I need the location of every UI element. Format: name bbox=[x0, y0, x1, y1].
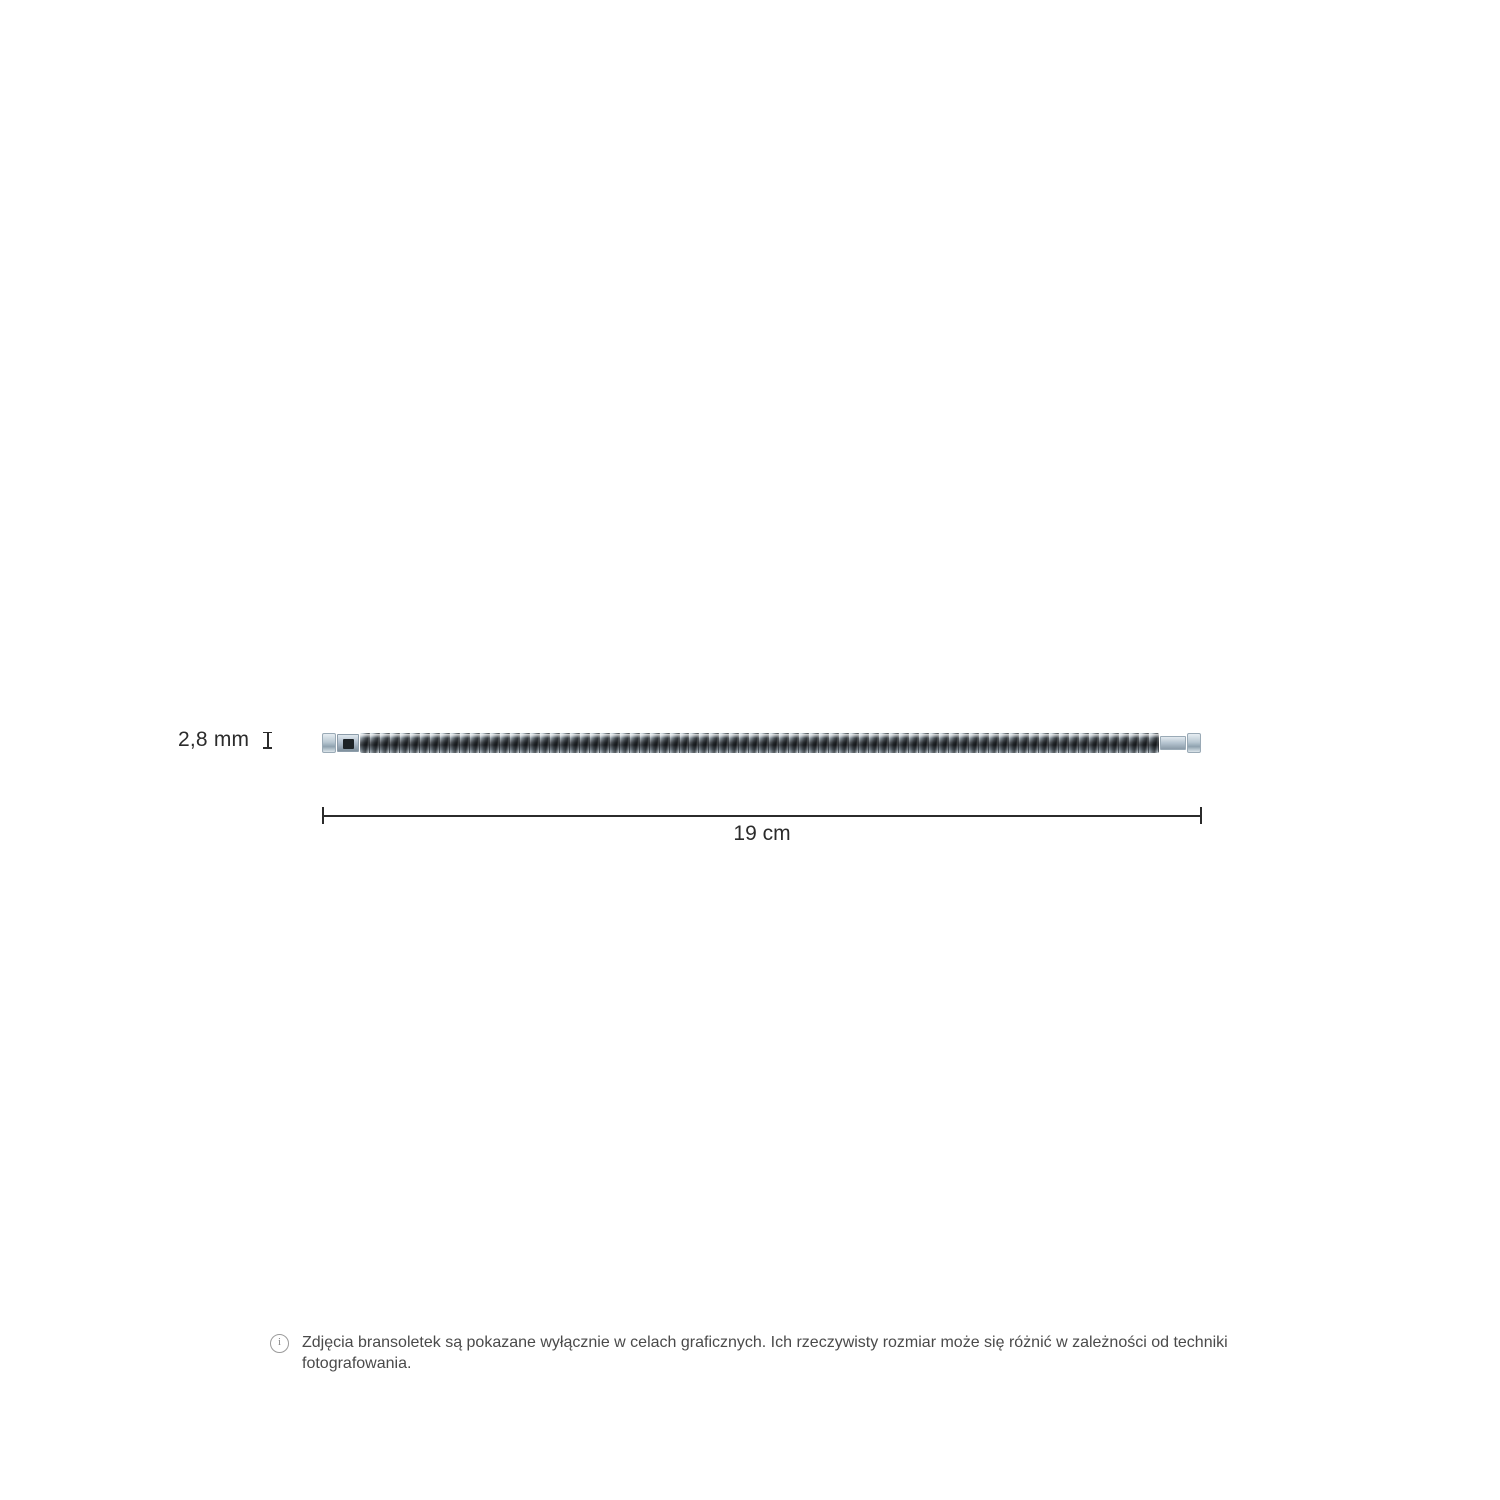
chain-link bbox=[380, 733, 390, 753]
chain-link bbox=[739, 733, 749, 753]
chain-link bbox=[1079, 733, 1089, 753]
chain-link bbox=[769, 733, 779, 753]
chain-link bbox=[430, 733, 440, 753]
chain-link bbox=[1039, 733, 1049, 753]
chain-link bbox=[580, 733, 590, 753]
bracelet-tail bbox=[1160, 736, 1186, 750]
chain-link bbox=[899, 733, 909, 753]
chain-link bbox=[939, 733, 949, 753]
width-measurement-label: 2,8 mm bbox=[178, 728, 250, 751]
chain-link bbox=[660, 733, 670, 753]
caliper-stem bbox=[267, 732, 268, 749]
chain-link bbox=[849, 733, 859, 753]
chain-link bbox=[370, 733, 380, 753]
chain-link bbox=[600, 733, 610, 753]
chain-link bbox=[640, 733, 650, 753]
chain-link bbox=[460, 733, 470, 753]
chain-link bbox=[1099, 733, 1109, 753]
chain-link bbox=[520, 733, 530, 753]
caliper-cap-bottom bbox=[263, 747, 272, 748]
bracelet-clasp-button bbox=[343, 739, 354, 749]
chain-link bbox=[909, 733, 919, 753]
chain-link bbox=[829, 733, 839, 753]
chain-link bbox=[650, 733, 660, 753]
chain-link bbox=[929, 733, 939, 753]
footnote-text: Zdjęcia bransoletek są pokazane wyłącznie w celach graficznych. Ich rzeczywisty rozmiar może się różnić w zależności od techniki fotografowania. bbox=[302, 1334, 1228, 1372]
chain-link bbox=[570, 733, 580, 753]
chain-link bbox=[400, 733, 410, 753]
chain-link bbox=[779, 733, 789, 753]
chain-link bbox=[390, 733, 400, 753]
chain-link bbox=[809, 733, 819, 753]
chain-link bbox=[759, 733, 769, 753]
chain-link bbox=[1119, 733, 1129, 753]
chain-link bbox=[729, 733, 739, 753]
chain-link bbox=[699, 733, 709, 753]
chain-link bbox=[949, 733, 959, 753]
chain-link bbox=[1019, 733, 1029, 753]
chain-link bbox=[749, 733, 759, 753]
chain-link bbox=[590, 733, 600, 753]
chain-link bbox=[959, 733, 969, 753]
chain-link bbox=[680, 733, 690, 753]
chain-link bbox=[440, 733, 450, 753]
chain-link bbox=[670, 733, 680, 753]
chain-link bbox=[989, 733, 999, 753]
chain-link bbox=[560, 733, 570, 753]
chain-link bbox=[789, 733, 799, 753]
chain-link bbox=[1129, 733, 1139, 753]
chain-link bbox=[530, 733, 540, 753]
chain-link bbox=[1109, 733, 1119, 753]
chain-link bbox=[689, 733, 699, 753]
bracelet-end-cap-right bbox=[1187, 733, 1201, 753]
chain-link bbox=[869, 733, 879, 753]
dimension-rule bbox=[322, 815, 1202, 817]
info-icon: i bbox=[270, 1334, 289, 1353]
chain-link bbox=[1139, 733, 1149, 753]
bracelet-chain bbox=[360, 733, 1159, 753]
chain-link bbox=[709, 733, 719, 753]
chain-link bbox=[1059, 733, 1069, 753]
chain-link bbox=[859, 733, 869, 753]
chain-link bbox=[420, 733, 430, 753]
width-measurement bbox=[178, 728, 272, 752]
chain-link bbox=[979, 733, 989, 753]
bracelet-illustration bbox=[322, 730, 1201, 756]
bracelet-end-cap-left bbox=[322, 733, 336, 753]
chain-link bbox=[879, 733, 889, 753]
length-measurement-label: 19 cm bbox=[733, 822, 791, 845]
chain-link bbox=[550, 733, 560, 753]
bracelet-clasp bbox=[337, 734, 359, 752]
chain-link bbox=[410, 733, 420, 753]
chain-link bbox=[1069, 733, 1079, 753]
chain-link bbox=[540, 733, 550, 753]
chain-link bbox=[719, 733, 729, 753]
chain-link bbox=[510, 733, 520, 753]
chain-link bbox=[470, 733, 480, 753]
chain-link bbox=[889, 733, 899, 753]
chain-link bbox=[1149, 733, 1159, 753]
chain-link bbox=[620, 733, 630, 753]
caliper-icon bbox=[263, 732, 272, 749]
chain-link bbox=[450, 733, 460, 753]
chain-link bbox=[919, 733, 929, 753]
chain-link bbox=[1029, 733, 1039, 753]
chain-link bbox=[839, 733, 849, 753]
chain-link bbox=[1089, 733, 1099, 753]
chain-link bbox=[969, 733, 979, 753]
chain-link bbox=[500, 733, 510, 753]
chain-link bbox=[630, 733, 640, 753]
chain-link bbox=[819, 733, 829, 753]
chain-link bbox=[610, 733, 620, 753]
chain-link bbox=[799, 733, 809, 753]
chain-link bbox=[999, 733, 1009, 753]
chain-link bbox=[1009, 733, 1019, 753]
footnote bbox=[270, 1332, 1260, 1374]
chain-link bbox=[360, 733, 370, 753]
chain-link bbox=[1049, 733, 1059, 753]
chain-link bbox=[490, 733, 500, 753]
chain-link bbox=[480, 733, 490, 753]
